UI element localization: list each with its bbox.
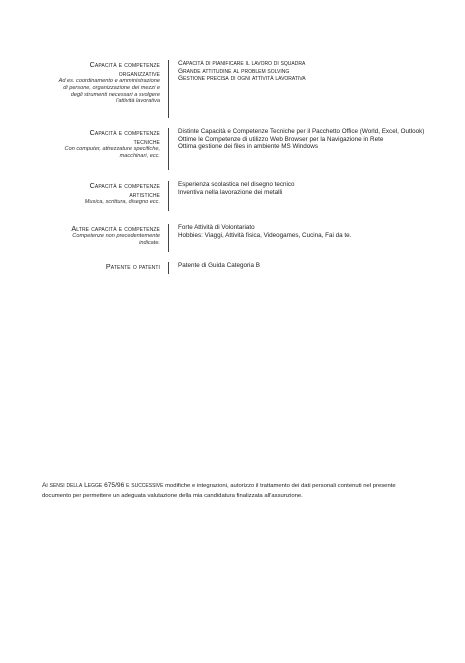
column-divider [168,224,169,252]
content-line: Ottime le Competenze di utilizzo Web Browser per la Navigazione in Rete [178,135,384,143]
section-label [22,181,160,206]
section-content [178,262,448,270]
section-heading-line: Capacità e competenze [89,60,160,69]
section-note-line: l'attività lavorativa [116,98,160,105]
section-heading-line: organizzative [118,69,160,78]
content-line: Esperienza scolastica nel disegno tecnico [178,181,295,188]
column-divider [168,128,169,170]
section-heading-line: Patente o patenti [105,262,160,271]
privacy-text: modifiche e integrazioni, autorizzo il trattamento dei dati personali contenuti nel presente [165,483,396,489]
section-label [22,128,160,160]
content-line: Inventiva nella lavorazione dei metalli [178,188,283,196]
content-line: Capacità di pianificare il lavoro di squadra [178,60,306,67]
content-line: Gestione precisa di ogni attività lavorativa [178,75,306,83]
section-content [178,60,448,83]
section-note-line: di persone, organizzazione dei mezzi e [63,84,160,91]
section-note-line: Ad es. coordinamento e amministrazione [58,78,160,84]
section-heading-line: Altre capacità e competenze [71,224,160,233]
section-note-line: Con computer, attrezzature specifiche, [64,146,160,152]
section-note-line: macchinari, ecc. [119,152,160,159]
section-heading-line: Capacità e competenze [89,181,160,190]
column-divider [168,60,169,118]
section-heading-line: Capacità e competenze [89,128,160,137]
section-label [22,262,160,271]
section-content [178,128,448,151]
content-line: Grande attitudine al problem solving [178,67,290,75]
privacy-line: documento per permettere un adeguata valutazione della mia candidatura finalizzata all'assunzione. [42,493,303,499]
content-line: Hobbies: Viaggi, Attività fisica, Videogames, Cucina, Fai da te. [178,231,352,239]
section-heading-line: tecniche [133,137,160,146]
privacy-consent-statement [42,481,442,501]
section-content [178,181,448,196]
content-line: Patente di Guida Categoria B [178,262,260,269]
content-line: Distinte Capacità e Competenze Tecniche per il Pacchetto Office (World, Excel, Outlook) [178,128,425,135]
column-divider [168,181,169,211]
privacy-line [42,481,442,491]
content-line: Forte Attività di Volontariato [178,224,255,231]
section-label [22,224,160,247]
privacy-law-reference: Ai sensi della Legge 675/96 e successive [42,482,164,489]
section-heading-line: artistiche [129,190,160,199]
section-note-line: degli strumenti necessari a svolgere [70,91,160,98]
section-label [22,60,160,105]
section-note-line: Musica, scrittura, disegno ecc. [84,199,160,205]
column-divider [168,262,169,274]
section-note-line: indicate. [139,239,160,246]
content-line: Ottima gestione dei files in ambiente MS Windows [178,143,318,151]
section-content [178,224,448,239]
section-note-line: Competenze non precedentemente [72,233,160,239]
